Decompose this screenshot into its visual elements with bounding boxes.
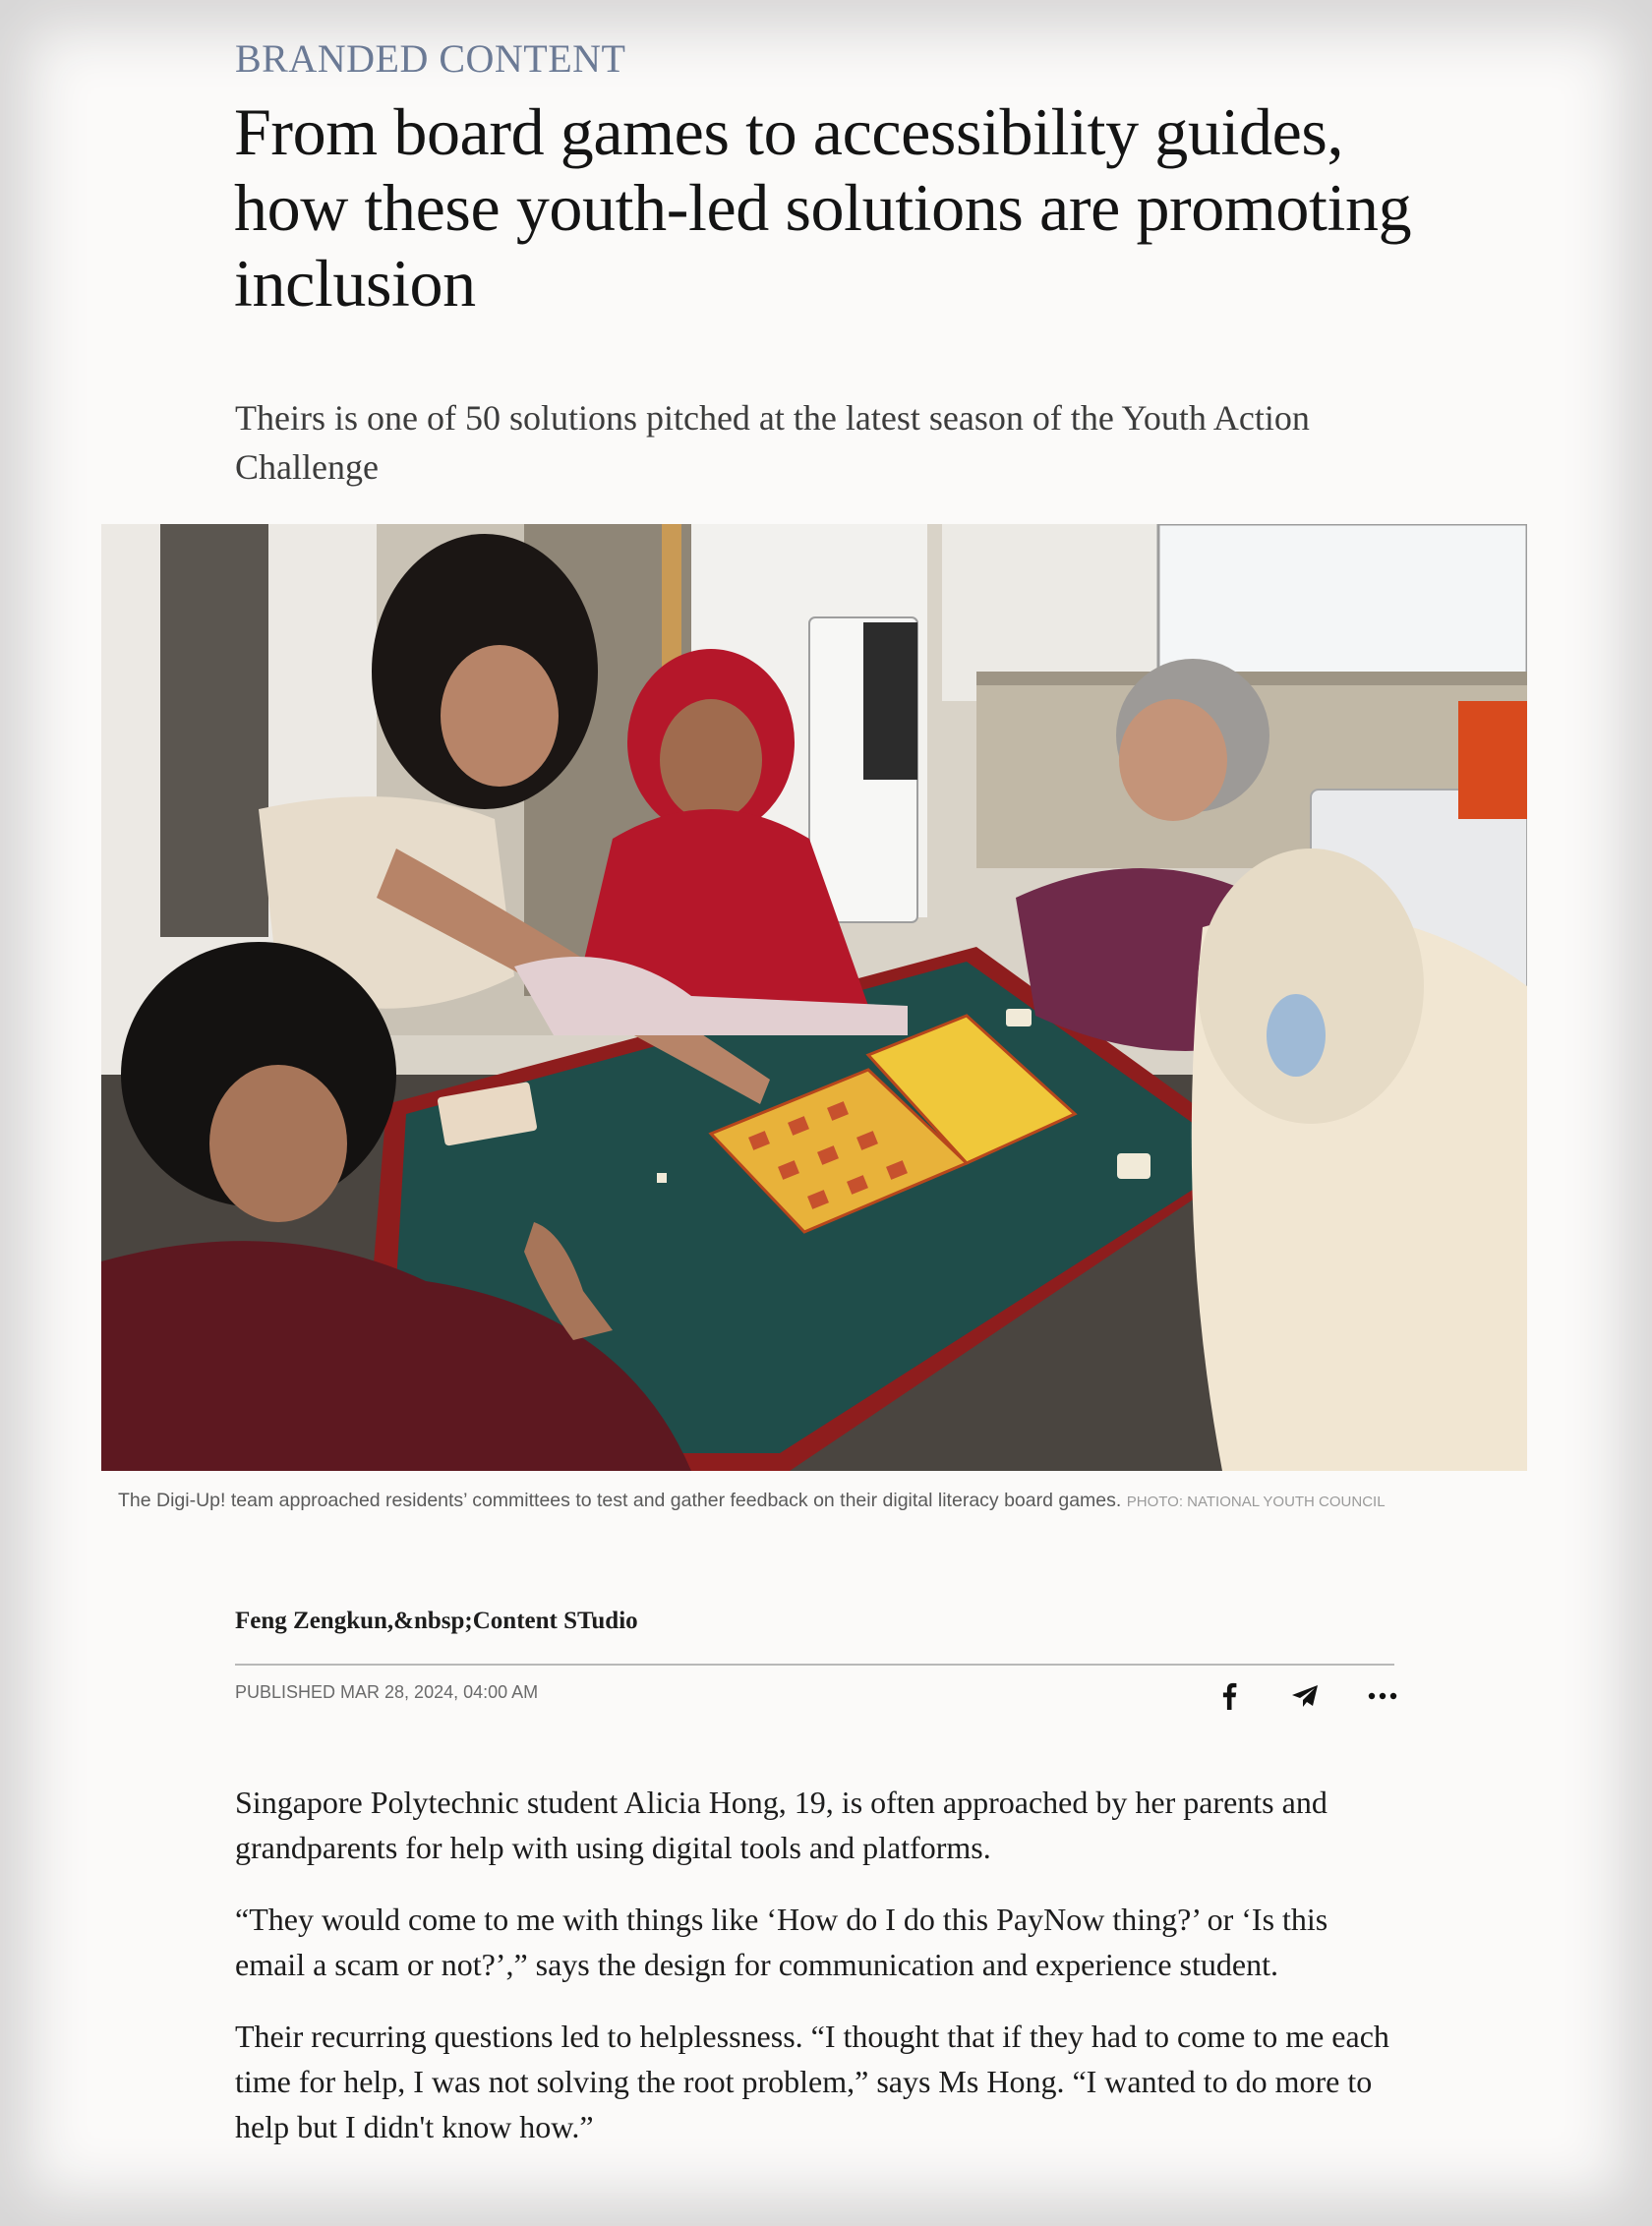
share-telegram-button[interactable] <box>1288 1679 1322 1713</box>
body-paragraph: “They would come to me with things like ‘How do I do this PayNow thing?’ or ‘Is this email a scam or not?’,” says the design for communication and experience student. <box>235 1902 1328 1982</box>
share-facebook-button[interactable] <box>1212 1679 1246 1713</box>
body-paragraph: Their recurring questions led to helplessness. “I thought that if they had to come to me each time for help, I was not solving the root problem,” says Ms Hong. “I wanted to do more to help but I didn't know how.” <box>235 2019 1389 2144</box>
author-byline[interactable]: Feng Zengkun,&nbsp;Content STudio <box>235 1608 638 1634</box>
facebook-icon <box>1221 1682 1237 1710</box>
photo-caption-text: The Digi-Up! team approached residents’ committees to test and gather feedback on their digital literacy board games. <box>118 1490 1122 1511</box>
published-date: PUBLISHED MAR 28, 2024, 04:00 AM <box>235 1682 539 1702</box>
photo-caption <box>118 1488 1495 1515</box>
branded-content-kicker[interactable]: BRANDED CONTENT <box>235 36 626 81</box>
share-more-button[interactable] <box>1366 1679 1399 1713</box>
article-standfirst: Theirs is one of 50 solutions pitched at the latest season of the Youth Action Challenge <box>235 398 1310 487</box>
more-options-icon <box>1368 1692 1397 1700</box>
article-headline: From board games to accessibility guides, how these youth-led solutions are promoting inclusion <box>234 94 1412 321</box>
body-paragraph: Singapore Polytechnic student Alicia Hong, 19, is often approached by her parents and grandparents for help with using digital tools and platforms. <box>235 1785 1328 1865</box>
article-photo[interactable] <box>101 524 1527 1471</box>
photo-credit: PHOTO: NATIONAL YOUTH COUNCIL <box>1126 1494 1386 1510</box>
telegram-icon <box>1291 1684 1319 1708</box>
article-body <box>235 1780 1395 2176</box>
byline-divider <box>235 1664 1394 1666</box>
